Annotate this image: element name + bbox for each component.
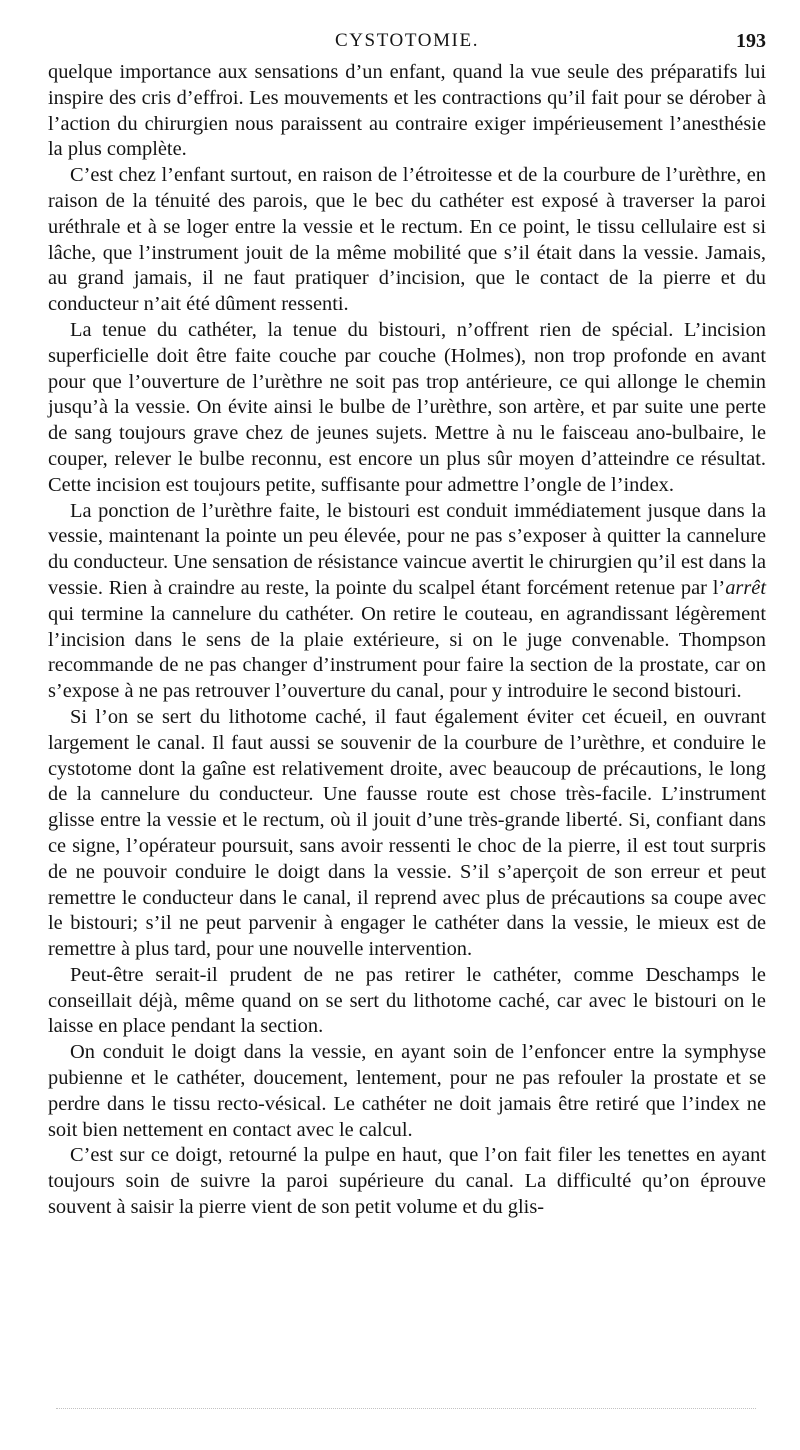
paragraph: Si l’on se sert du lithotome caché, il faut également éviter cet écueil, en ouvrant largement le canal. Il faut aussi se souvenir de la courbure de l’urèthre, et conduire le cystotome dont la gaîne est relativement droite, avec beaucoup de précautions, le long de la cannelure du conducteur. Une fausse route est chose très-facile. L’instrument glisse entre la vessie et le rectum, où il jouit d’une très-grande liberté. Si, confiant dans ce signe, l’opérateur poursuit, sans avoir ressenti le choc de la pierre, il est tout surpris de ne pouvoir conduire le doigt dans la vessie. S’il s’aperçoit de son erreur et peut remettre le conducteur dans le canal, il reprend avec plus de précautions sa coupe avec le bistouri; s’il ne peut parvenir à engager le cathéter dans la vessie, le mieux est de remettre à plus tard, pour une nouvelle intervention. xyxy=(48,705,766,961)
paragraph xyxy=(48,499,766,705)
emphasized-term: arrêt xyxy=(725,576,766,599)
page-number: 193 xyxy=(736,30,766,52)
body-text xyxy=(48,60,766,1221)
paragraph: C’est chez l’enfant surtout, en raison de l’étroitesse et de la courbure de l’urèthre, en raison de la ténuité des parois, que le bec du cathéter est exposé à traverser la paroi uréthrale et à se loger entre la vessie et le rectum. En ce point, le tissu cellulaire est si lâche, que l’instrument jouit de la même mobilité que s’il était dans la vessie. Jamais, au grand jamais, il ne faut pratiquer d’incision, que le contact de la pierre et du conducteur n’ait été dûment ressenti. xyxy=(48,164,766,316)
running-head xyxy=(48,28,766,54)
paragraph: On conduit le doigt dans la vessie, en ayant soin de l’enfoncer entre la symphyse pubienne et le cathéter, doucement, lentement, pour ne pas refouler la prostate et se perdre dans le tissu recto-vésical. Le cathéter ne doit jamais être retiré que l’index ne soit bien nettement en contact avec le calcul. xyxy=(48,1041,766,1141)
paragraph: C’est sur ce doigt, retourné la pulpe en haut, que l’on fait filer les tenettes en ayant toujours soin de suivre la paroi supérieure du canal. La difficulté qu’on éprouve souvent à saisir la pierre vient de son petit volume et du glis- xyxy=(48,1144,766,1219)
paragraph: quelque importance aux sensations d’un enfant, quand la vue seule des préparatifs lui inspire des cris d’effroi. Les mouvements et les contractions qu’il fait pour se dérober à l’action du chirurgien nous paraissent au contraire exiger impérieusement l’anesthésie la plus complète. xyxy=(48,61,766,161)
paragraph: La tenue du cathéter, la tenue du bistouri, n’offrent rien de spécial. L’incision superficielle doit être faite couche par couche (Holmes), non trop profonde en avant pour que l’ouverture de l’urèthre ne soit pas trop antérieure, ce qui allonge le chemin jusqu’à la vessie. On évite ainsi le bulbe de l’urèthre, son artère, et par suite une perte de sang toujours grave chez de jeunes sujets. Mettre à nu le faisceau ano-bulbaire, le couper, relever le bulbe reconnu, est encore un plus sûr moyen d’atteindre ce résultat. Cette incision est toujours petite, suffisante pour admettre l’ongle de l’index. xyxy=(48,318,766,496)
bottom-margin-rule xyxy=(56,1408,756,1411)
paragraph: Peut-être serait-il prudent de ne pas retirer le cathéter, comme Deschamps le conseillait déjà, même quand on se sert du lithotome caché, car avec le bistouri on le laisse en place pendant la section. xyxy=(48,963,766,1038)
paragraph-text: La ponction de l’urèthre faite, le bistouri est conduit immédiatement jusque dans la vessie, maintenant la pointe un peu élevée, pour ne pas s’exposer à quitter la cannelure du conducteur. Une sensation de résistance vaincue avertit le chirurgien qu’il est dans la vessie. Rien à craindre au reste, la pointe du scalpel étant forcément retenue par l’ xyxy=(48,499,766,599)
running-title: CYSTOTOMIE. xyxy=(334,30,480,51)
paragraph-text: qui termine la cannelure du cathéter. On retire le couteau, en agrandissant légèrement l’incision dans le sens de la plaie extérieure, si on le juge convenable. Thompson recommande de ne pas changer d’instrument pour faire la section de la prostate, car on s’expose à ne pas retrouver l’ouverture du canal, pour y introduire le second bistouri. xyxy=(48,602,766,703)
